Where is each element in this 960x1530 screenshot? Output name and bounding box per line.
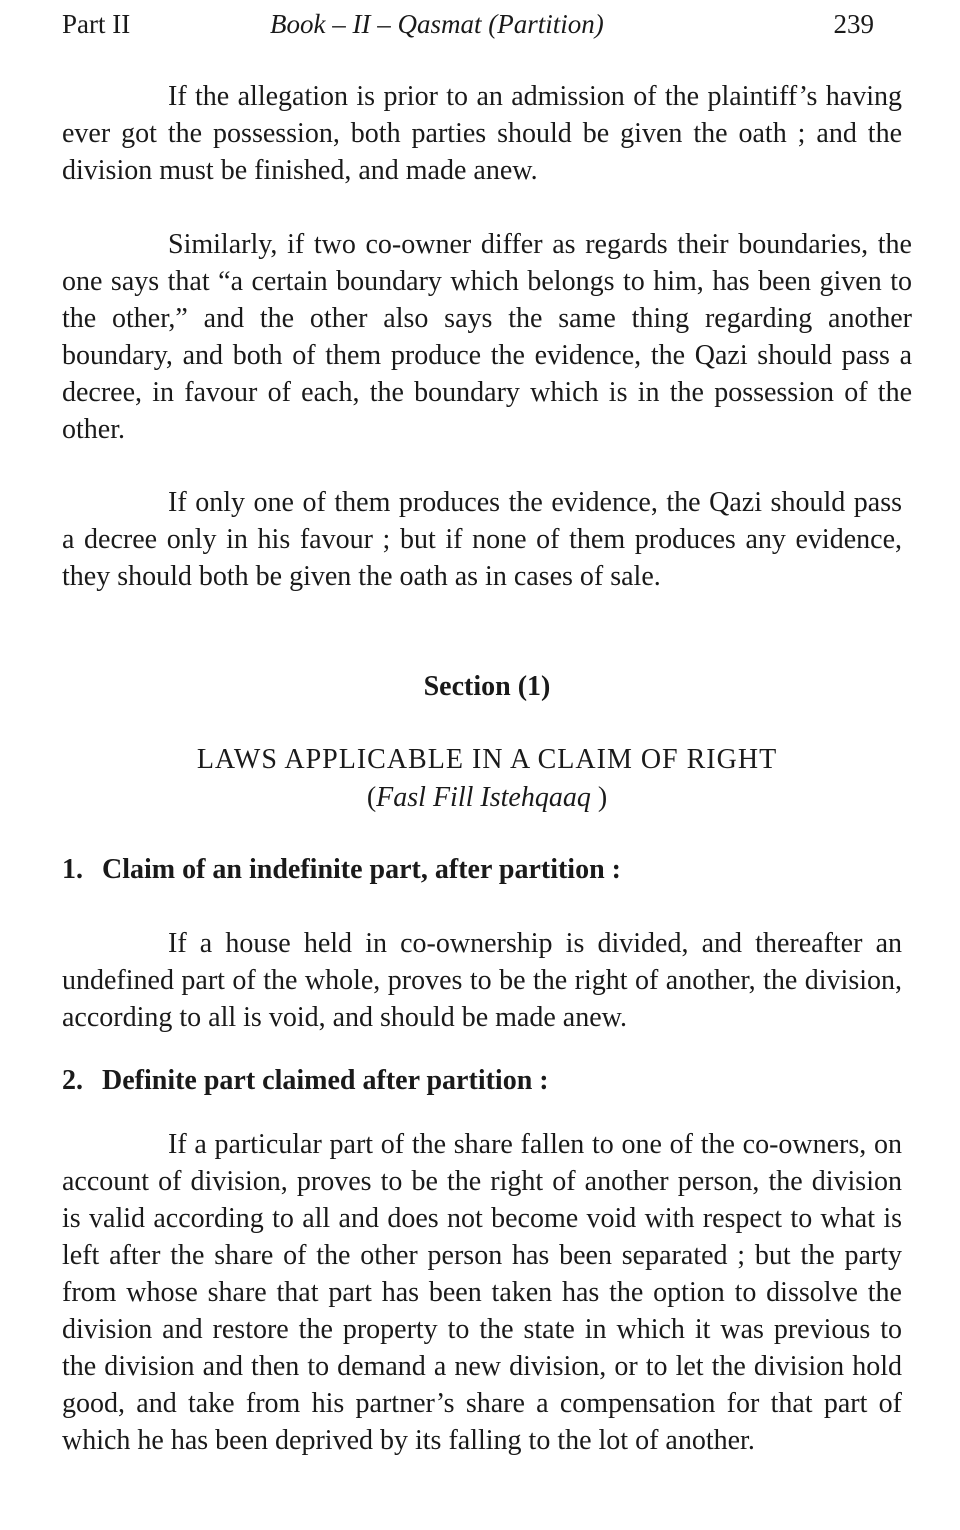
header-part: Part II	[62, 9, 131, 39]
item-heading-2	[62, 1062, 912, 1100]
section-subtitle	[62, 779, 912, 817]
section-title: LAWS APPLICABLE IN A CLAIM OF RIGHT	[196, 744, 778, 775]
running-header	[62, 0, 912, 48]
item-heading-text: Claim of an indefinite part, after partition :	[102, 854, 621, 885]
item-paragraph-2: If a particular part of the share fallen to one of the co-owners, on account of division, proves to be the right of another person, the division is valid according to all and does not become void with respect to what is left after the share of the other person has been separated ; but the party from whose share that part has been taken has the option to dissolve the division and restore the property to the state in which it was previous to the division and then to demand a new division, or to let the division hold good, and take from his partner’s share a compensation for that part of which he has been deprived by its falling to the lot of another.	[62, 1129, 902, 1456]
page-number: 239	[833, 9, 874, 39]
header-book-title: Book – II – Qasmat (Partition)	[270, 9, 604, 39]
item-paragraph-1: If a house held in co-ownership is divided, and thereafter an undefined part of the whole, proves to be the right of another, the division, according to all is void, and should be made anew.	[62, 928, 902, 1033]
item-number: 2.	[62, 1065, 83, 1096]
item-heading-text: Definite part claimed after partition :	[102, 1065, 549, 1096]
subtitle-open-paren: (	[366, 782, 377, 813]
item-heading-1	[62, 851, 912, 889]
paragraph-evidence: If only one of them produces the evidence, the Qazi should pass a decree only in his favour ; but if none of them produces any evidence, they should both be given the oath as in cases of sale.	[62, 487, 902, 592]
paragraph-boundaries: Similarly, if two co-owner differ as regards their boundaries, the one says that “a certain boundary which belongs to him, has been given to the other,” and the other also says the same thing regarding another boundary, and both of them produce the evidence, the Qazi should pass a decree, in favour of each, the boundary which is in the possession of the other.	[62, 229, 912, 445]
subtitle-text: Fasl Fill Istehqaaq	[376, 782, 591, 813]
paragraph-allegation: If the allegation is prior to an admission of the plaintiff’s having ever got the possession, both parties should be given the oath ; and the division must be finished, and made anew.	[62, 81, 902, 186]
subtitle-close-paren: )	[590, 782, 608, 813]
item-number: 1.	[62, 854, 83, 885]
document-page	[62, 0, 912, 1456]
section-label: Section (1)	[423, 671, 551, 702]
